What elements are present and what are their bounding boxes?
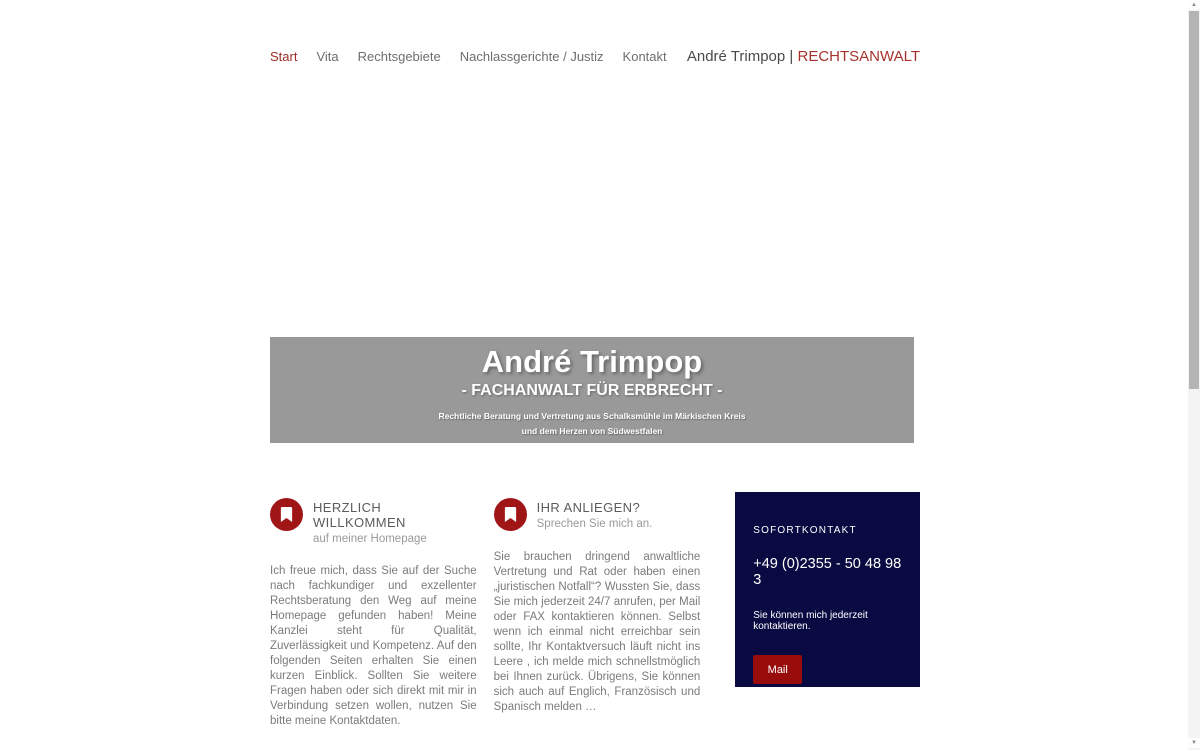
main-navigation xyxy=(270,49,667,64)
welcome-titles xyxy=(313,498,477,545)
concern-header xyxy=(494,498,701,531)
hero-title: André Trimpop xyxy=(481,344,703,379)
site-logo-text[interactable] xyxy=(687,48,920,65)
nav-item-nachlassgerichte-justiz[interactable]: Nachlassgerichte / Justiz xyxy=(459,49,604,64)
nav-item-vita[interactable]: Vita xyxy=(316,49,339,64)
welcome-paragraph: Ich freue mich, dass Sie auf der Suche nach fachkundiger und exzellenter Rechtsberatung den Weg auf meine Homepage gefunden haben! Meine Kanzlei steht für Qualität, Zuverlässigkeit und Kompetenz. Auf den folgenden Seiten erhalten Sie einen kurzen Einblick. Sollten Sie weitere Fragen haben oder sich direkt mit mir in Verbindung setzen wollen, nutzen Sie bitte meine Kontaktdaten. xyxy=(270,565,477,727)
brand-suffix: RECHTSANWALT xyxy=(797,48,920,65)
phone-number: +49 (0)2355 - 50 48 98 3 xyxy=(753,556,902,588)
hero-tagline-line2: und dem Herzen von Südwestfalen xyxy=(521,425,663,436)
concern-title: IHR ANLIEGEN? xyxy=(536,500,641,515)
hero-subtitle: - FACHANWALT FÜR ERBRECHT - xyxy=(461,382,723,400)
top-bar xyxy=(270,0,920,65)
hero-tagline xyxy=(270,409,914,439)
nav-item-start[interactable]: Start xyxy=(270,49,298,64)
bookmark-icon xyxy=(494,498,527,531)
brand-name: André Trimpop | xyxy=(686,48,798,65)
scroll-up-arrow-icon[interactable]: ▲ xyxy=(1188,0,1200,10)
welcome-subtitle: auf meiner Homepage xyxy=(313,533,427,545)
welcome-title: HERZLICH WILLKOMMEN xyxy=(313,500,406,530)
mail-button[interactable]: Mail xyxy=(753,655,802,684)
contact-box-heading: SOFORTKONTAKT xyxy=(753,525,857,536)
hero-banner xyxy=(270,337,914,443)
welcome-header xyxy=(270,498,477,545)
page xyxy=(270,0,920,729)
concern-column xyxy=(494,492,701,715)
vertical-scrollbar[interactable] xyxy=(1188,0,1200,750)
contact-note: Sie können mich jederzeit kontaktieren. xyxy=(753,610,868,632)
welcome-column xyxy=(270,492,477,729)
hero-tagline-line1: Rechtliche Beratung und Vertretung aus Schalksmühle im Märkischen Kreis xyxy=(438,411,746,422)
nav-item-rechtsgebiete[interactable]: Rechtsgebiete xyxy=(357,49,441,64)
concern-subtitle: Sprechen Sie mich an. xyxy=(536,518,653,530)
concern-titles xyxy=(537,498,653,530)
content-area xyxy=(270,492,920,729)
nav-item-kontakt[interactable]: Kontakt xyxy=(622,49,667,64)
quick-contact-box xyxy=(735,492,920,687)
scrollbar-thumb[interactable] xyxy=(1189,11,1199,389)
concern-paragraph: Sie brauchen dringend anwaltliche Vertretung und Rat oder haben einen „juristischen Notfall“? Wussten Sie, dass Sie mich jederzeit 24/7 anrufen, per Mail oder FAX kontaktieren können. Selbst wenn ich einmal nicht erreichbar sein sollte, Ihr Kontaktversuch läuft nicht ins Leere , ich melde mich schnellstmöglich bei Ihnen zurück. Übrigens, Sie können sich auch auf Englich, Französisch und Spanisch melden … xyxy=(493,551,701,713)
bookmark-icon xyxy=(270,498,303,531)
scroll-down-arrow-icon[interactable]: ▼ xyxy=(1188,738,1200,748)
